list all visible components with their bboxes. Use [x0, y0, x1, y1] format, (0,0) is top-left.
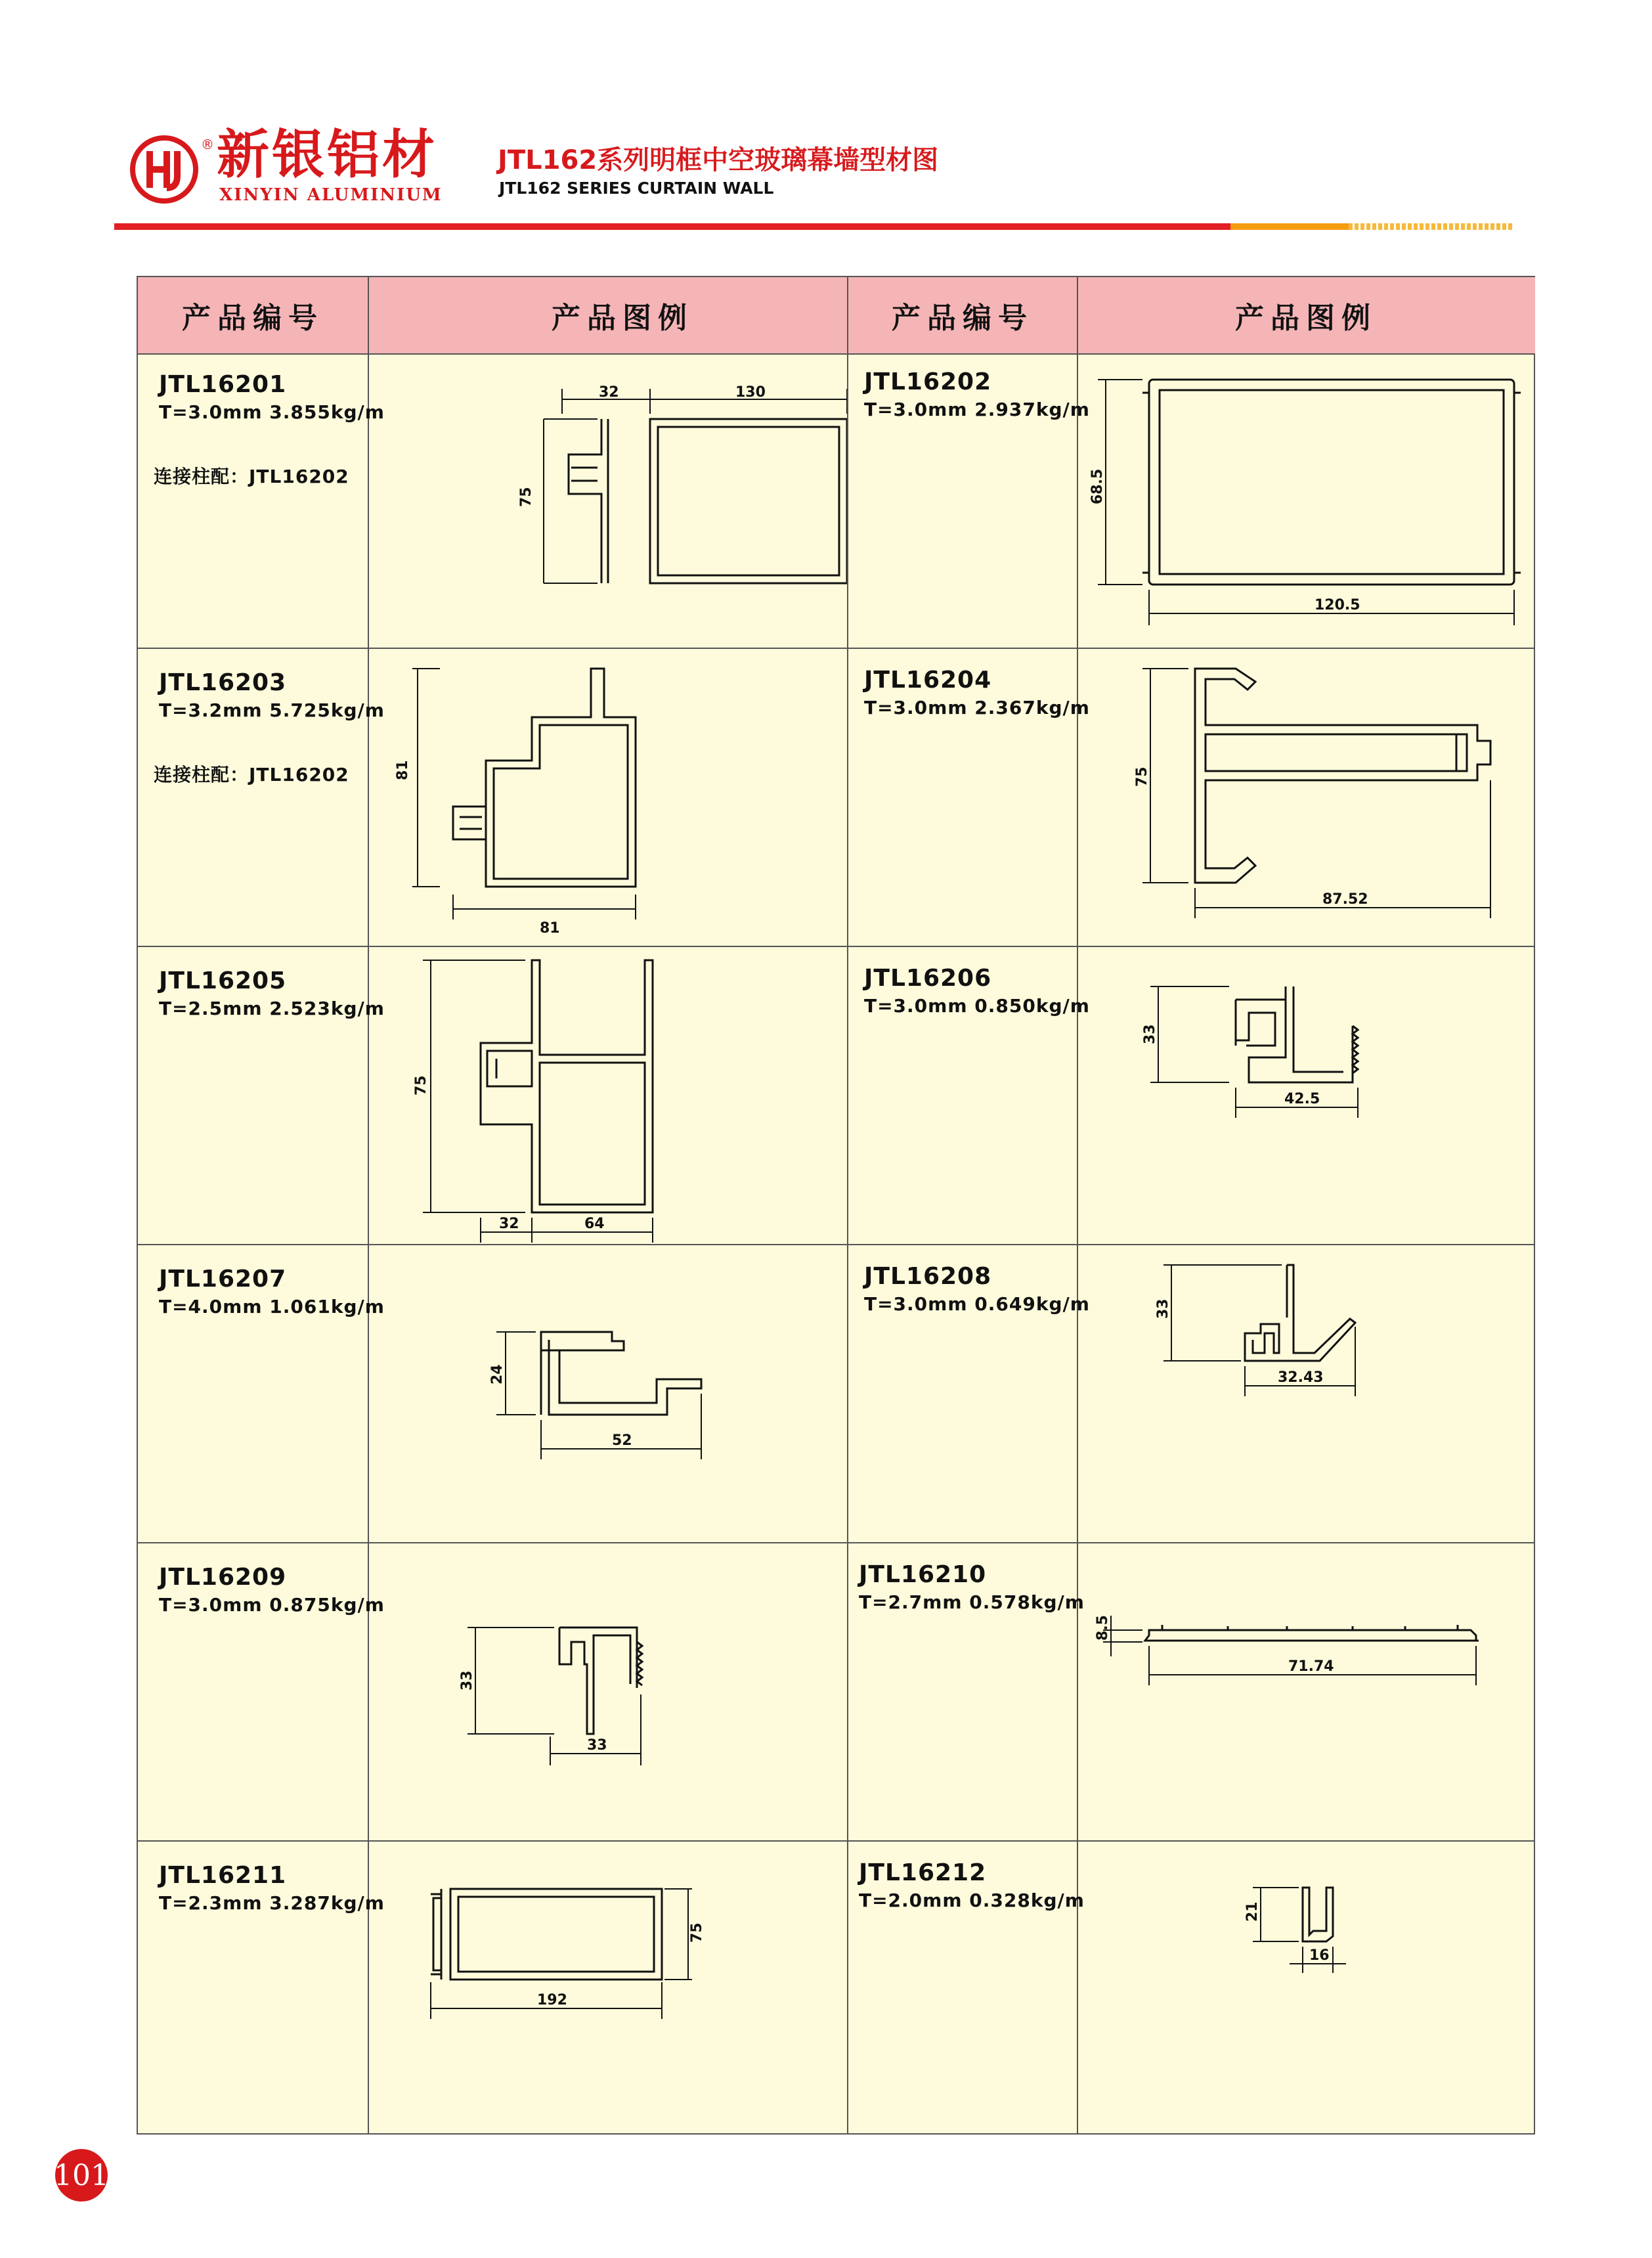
connection-note: 连接柱配：JTL16202 — [154, 466, 349, 487]
left-header-figure: 产品图例 — [368, 277, 877, 355]
product-code: JTL16212 — [859, 1859, 987, 1886]
product-code: JTL16209 — [159, 1564, 287, 1591]
dimension-label: 8.5 — [1095, 1615, 1111, 1641]
connection-note: 连接柱配：JTL16202 — [154, 764, 349, 786]
dimension-label: 33 — [459, 1670, 475, 1691]
product-spec: T=3.0mm 0.649kg/m — [864, 1293, 1090, 1315]
profile-drawing-jtl16210 — [1077, 1543, 1535, 1840]
dimension-label: 33 — [1155, 1298, 1171, 1319]
dimension-label: 64 — [584, 1216, 605, 1232]
product-code: JTL16207 — [159, 1266, 287, 1293]
left-header-code: 产品编号 — [138, 277, 368, 355]
profile-drawing-jtl16204 — [1077, 649, 1535, 946]
profile-drawing-jtl16205 — [368, 947, 877, 1244]
product-spec: T=3.2mm 5.725kg/m — [159, 699, 385, 721]
profile-drawing-jtl16203 — [368, 649, 877, 946]
dimension-label: 71.74 — [1288, 1658, 1334, 1675]
page-number: 101 — [55, 2149, 108, 2202]
dimension-label: 130 — [735, 384, 766, 401]
dimension-label: 16 — [1309, 1947, 1330, 1964]
dimension-label: 33 — [1142, 1024, 1158, 1044]
product-spec: T=3.0mm 0.850kg/m — [864, 995, 1090, 1017]
right-header-code: 产品编号 — [848, 277, 1077, 355]
dimension-label: 33 — [587, 1737, 607, 1754]
page-title-cn: JTL162系列明框中空玻璃幕墙型材图 — [498, 145, 939, 175]
dimension-label: 52 — [612, 1432, 632, 1449]
product-code: JTL16205 — [159, 967, 287, 994]
dimension-label: 81 — [540, 920, 560, 937]
brand-name-cn: 新银铝材 — [217, 124, 437, 185]
dimension-label: 192 — [537, 1992, 567, 2008]
product-code: JTL16208 — [864, 1263, 992, 1290]
header-rule-orange — [1230, 223, 1349, 230]
page-header — [0, 0, 1652, 236]
dimension-label: 32.43 — [1278, 1369, 1324, 1386]
brand-logo-icon — [130, 135, 198, 204]
product-spec: T=4.0mm 1.061kg/m — [159, 1296, 385, 1317]
dimension-label: 75 — [413, 1075, 429, 1096]
left-table — [137, 276, 877, 2135]
profile-drawing-jtl16211 — [368, 1842, 877, 2135]
dimension-label: 75 — [518, 487, 534, 507]
page-title-en: JTL162 SERIES CURTAIN WALL — [499, 179, 774, 198]
header-rule-dashed — [1349, 223, 1513, 230]
product-code: JTL16204 — [864, 667, 992, 694]
dimension-label: 75 — [1134, 766, 1150, 787]
product-code: JTL16202 — [864, 368, 992, 395]
dimension-label: 42.5 — [1284, 1091, 1320, 1107]
profile-drawing-jtl16209 — [368, 1543, 877, 1840]
product-spec: T=2.7mm 0.578kg/m — [859, 1591, 1085, 1613]
product-code: JTL16211 — [159, 1862, 287, 1889]
dimension-label: 75 — [689, 1922, 705, 1943]
profile-drawing-jtl16206 — [1077, 947, 1535, 1244]
product-spec: T=3.0mm 0.875kg/m — [159, 1594, 385, 1616]
brand-name-en: XINYIN ALUMINIUM — [219, 185, 443, 205]
profile-drawing-jtl16202 — [1077, 356, 1535, 648]
profile-drawing-jtl16208 — [1077, 1245, 1535, 1542]
product-spec: T=2.3mm 3.287kg/m — [159, 1892, 385, 1914]
product-code: JTL16210 — [859, 1561, 987, 1588]
header-rule-red — [114, 223, 1230, 230]
right-table — [847, 276, 1535, 2135]
product-spec: T=3.0mm 3.855kg/m — [159, 401, 385, 423]
right-header-figure: 产品图例 — [1077, 277, 1535, 355]
product-spec: T=2.5mm 2.523kg/m — [159, 998, 385, 1019]
product-spec: T=3.0mm 2.367kg/m — [864, 697, 1090, 719]
profile-drawing-jtl16212 — [1077, 1842, 1535, 2135]
product-code: JTL16206 — [864, 965, 992, 992]
dimension-label: 24 — [489, 1364, 506, 1384]
registered-mark: ® — [201, 137, 214, 152]
dimension-label: 68.5 — [1089, 468, 1106, 504]
dimension-label: 81 — [395, 760, 411, 780]
product-spec: T=3.0mm 2.937kg/m — [864, 399, 1090, 420]
dimension-label: 87.52 — [1322, 891, 1368, 908]
profile-drawing-jtl16207 — [368, 1245, 877, 1542]
product-code: JTL16203 — [159, 669, 287, 696]
product-code: JTL16201 — [159, 371, 287, 398]
product-spec: T=2.0mm 0.328kg/m — [859, 1890, 1085, 1911]
profile-drawing-jtl16201 — [368, 356, 877, 648]
dimension-label: 120.5 — [1315, 597, 1360, 613]
dimension-label: 32 — [599, 384, 619, 401]
dimension-label: 21 — [1244, 1901, 1261, 1922]
dimension-label: 32 — [499, 1216, 519, 1232]
